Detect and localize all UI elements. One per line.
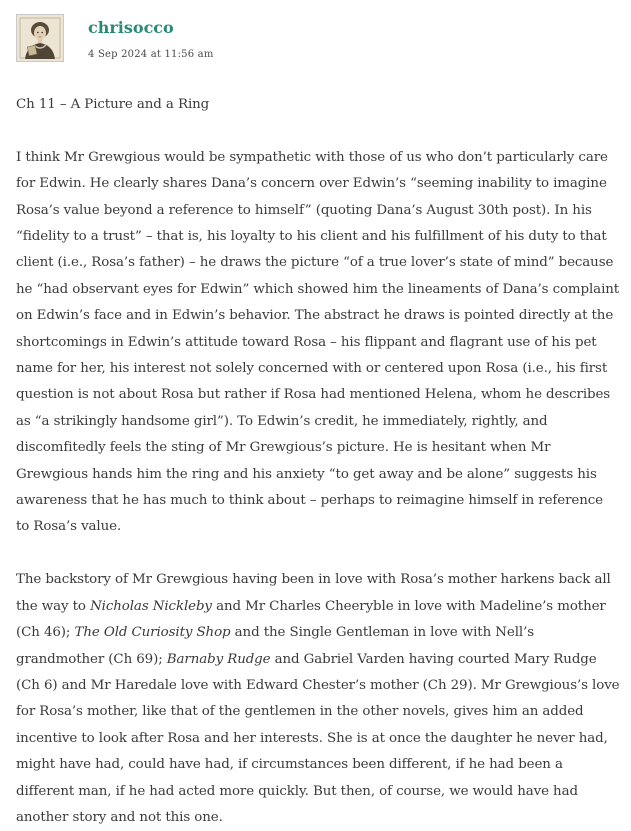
comment-body: [16, 92, 620, 831]
comment-timestamp[interactable]: 4 Sep 2024 at 11:56 am: [88, 49, 214, 60]
author-name-link[interactable]: chrisocco: [88, 18, 174, 37]
comment-paragraph-2: [16, 567, 620, 831]
paragraph-2-text-3: and the Single Gentleman in love with Nell’s grandmother (Ch 69);: [16, 625, 535, 667]
paragraph-2-text-1: The backstory of Mr Grewgious having been in love with Rosa’s mother harkens back all the way to: [16, 572, 611, 614]
comment-heading: Ch 11 – A Picture and a Ring: [16, 97, 210, 112]
comment-meta: [88, 18, 214, 62]
comment: [16, 14, 620, 831]
paragraph-2-text-2: and Mr Charles Cheeryble in love with Madeline’s mother (Ch 46);: [16, 598, 606, 641]
avatar[interactable]: [16, 14, 64, 62]
book-title-barnaby-rudge: Barnaby Rudge: [166, 651, 271, 667]
book-title-old-curiosity-shop: The Old Curiosity Shop: [74, 625, 231, 641]
paragraph-2-text-4: and Gabriel Varden having courted Mary Rudge (Ch 6) and Mr Haredale love with Edward Chester’s mother (Ch 29). Mr Grewgious’s love for Rosa’s mother, like that of the gentlemen in the other novels, gives him an added incentive to look after Rosa and her interests. She is at once the daughter he never had, might have had, could have had, if circumstances been different, if he had been a different man, if he had acted more quickly. But then, of course, we would have had another story and not this one.: [16, 651, 620, 825]
comment-paragraph-1: I think Mr Grewgious would be sympathetic with those of us who don’t particularly care for Edwin. He clearly shares Dana’s concern over Edwin’s “seeming inability to imagine Rosa’s value beyond a reference to himself” (quoting Dana’s August 30th post). In his “fidelity to a trust” – that is, his loyalty to his client and his fulfillment of his duty to that client (i.e., Rosa’s father) – he draws the picture “of a true lover’s state of mind” because he “had observant eyes for Edwin” which showed him the lineaments of Dana’s complaint on Edwin’s face and in Edwin’s behavior. The abstract he draws is pointed directly at the shortcomings in Edwin’s attitude toward Rosa – his flippant and flagrant use of his pet name for her, his interest not solely concerned with or centered upon Rosa (i.e., his first question is not about Rosa but rather if Rosa had mentioned Helena, whom he describes as “a strikingly handsome girl”). To Edwin’s credit, he immediately, rightly, and discomfitedly feels the sting of Mr Grewgious’s picture. He is hesitant when Mr Grewgious hands him the ring and his anxiety “to get away and be alone” suggests his awareness that he has much to think about – perhaps to reimagine himself in reference to Rosa’s value.: [16, 149, 620, 535]
vintage-portrait-icon: [17, 15, 63, 61]
comment-header: [16, 14, 620, 66]
book-title-nicholas-nickleby: Nicholas Nickleby: [90, 598, 212, 614]
